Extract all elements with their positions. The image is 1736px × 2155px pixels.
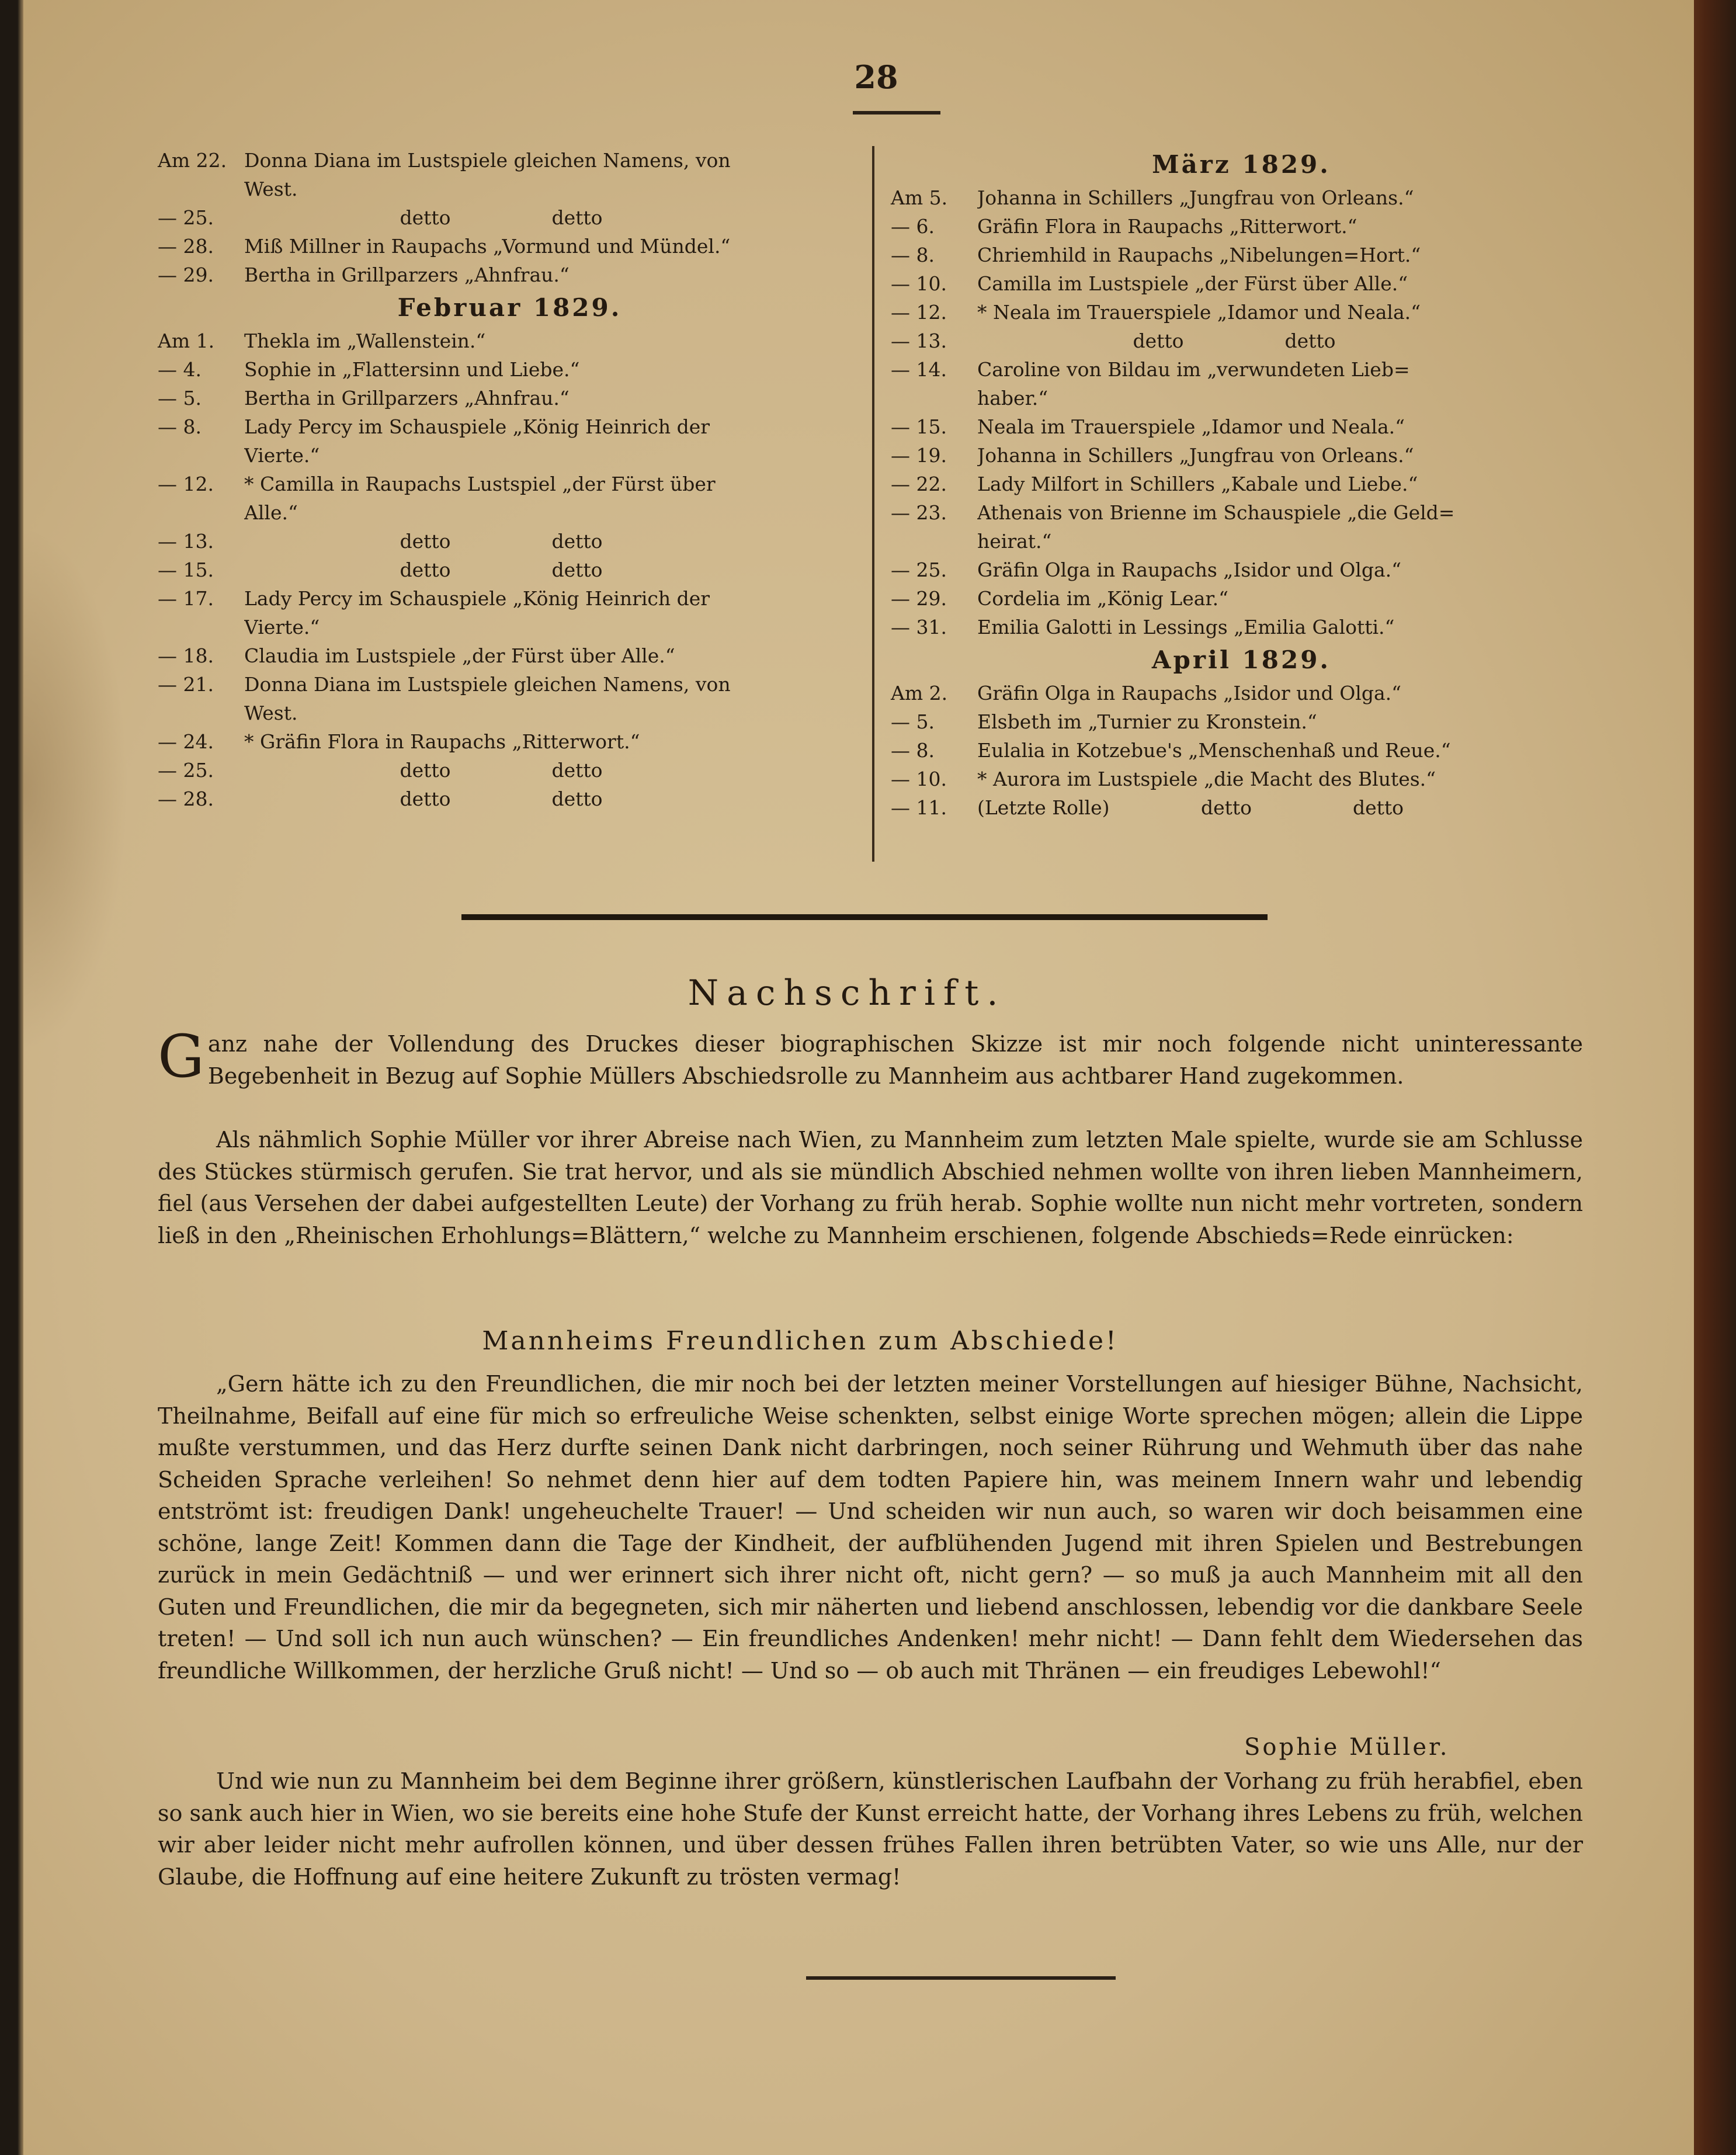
farewell-quote [158, 1368, 1583, 1686]
entry-role [977, 441, 1592, 470]
performance-entry [891, 327, 1592, 355]
maerz-list [891, 183, 1592, 641]
detto-mark: detto [400, 787, 451, 810]
drop-cap: G [158, 1022, 204, 1091]
entry-date: — 8. [891, 739, 935, 762]
entry-role-text: Neala im Trauerspiele „Idamor und Neala.“ [977, 415, 1405, 438]
performance-entry [891, 736, 1592, 765]
detto-mark: detto [400, 206, 451, 229]
entry-role [244, 441, 862, 470]
performance-entry [158, 641, 862, 670]
performance-entry [158, 584, 862, 613]
farewell-text: „Gern hätte ich zu den Freundlichen, die mir noch bei der letzten meiner Vorstellungen auf hiesiger Bühne, Nachsicht, Theilnahme, Beifall auf eine für mich so erfreuliche Weise schenkten, selbst einige Worte sprechen mögen; allein die Lippe mußte verstummen, und das Herz durfte seinen Dank nicht darbringen, noch seiner Rührung und Wehmuth über das nahe Scheiden Sprache verleihen! So nehmet denn hier auf dem todten Papiere hin, was meinem Innern wahr und lebendig entströmt ist: freudigen Dank! ungeheuchelte Trauer! — Und scheiden wir nun auch, so waren wir doch beisammen eine schöne, lange Zeit! Kommen dann die Tage der Kindheit, der aufblühenden Jugend mit ihren Spielen und Bestrebungen zurück in mein Gedächtniß — und wer erinnert sich ihrer nicht oft, nicht gern? — so muß ja auch Mannheim mit all den Guten und Freundlichen, die mir da begegneten, sich mir näherten und liebend anschlossen, lebendig vor die dankbare Seele treten! — Und soll ich nun auch wünschen? — Ein freundliches Andenken! mehr nicht! — Dann fehlt dem Wiedersehen das freundliche Willkommen, der herzliche Gruß nicht! — Und so — ob auch mit Thränen — ein freudiges Lebewohl!“ [158, 1371, 1583, 1684]
performance-entry [158, 785, 862, 813]
entry-date: — 24. [158, 730, 214, 753]
april-list [891, 679, 1592, 822]
entry-role [244, 756, 862, 785]
closing-rule [806, 1976, 1116, 1980]
entry-role-text: Donna Diana im Lustspiele gleichen Namens, von [244, 673, 731, 696]
entry-date: — 5. [158, 387, 202, 410]
entry-role-text: * Aurora im Lustspiele „die Macht des Blutes.“ [977, 768, 1436, 790]
performance-entry [158, 355, 862, 384]
entry-date: — 6. [891, 215, 935, 238]
entry-date: — 12. [891, 301, 947, 324]
entry-date: — 13. [891, 329, 947, 352]
entry-role [244, 412, 862, 441]
entry-role [977, 707, 1592, 736]
entry-date: Am 1. [158, 329, 215, 352]
entry-role-text: Donna Diana im Lustspiele gleichen Namens, von [244, 149, 731, 172]
performance-entry [891, 793, 1592, 822]
entry-role [977, 613, 1592, 641]
entry-role [244, 498, 862, 527]
entry-role-text: Vierte.“ [244, 616, 320, 638]
farewell-title: Mannheims Freundlichen zum Abschiede! [482, 1326, 1119, 1356]
detto-mark: detto [551, 759, 603, 782]
intro-text: anz nahe der Vollendung des Druckes dieser biographischen Skizze ist mir noch folgende nicht uninteressante Begebenheit in Bezug auf Sophie Müllers Abschiedsrolle zu Mannheim aus achtbarer Hand zugekommen. [207, 1031, 1583, 1089]
january-list [158, 146, 862, 289]
entry-date: — 19. [891, 444, 947, 467]
performance-entry [891, 707, 1592, 736]
entry-role-text: Miß Millner in Raupachs „Vormund und Mündel.“ [244, 235, 731, 258]
performance-entry [158, 412, 862, 441]
performance-entry [891, 241, 1592, 269]
entry-role [244, 146, 862, 175]
entry-role [244, 384, 862, 412]
entry-role-text: Vierte.“ [244, 444, 320, 467]
entry-date: Am 5. [891, 186, 948, 209]
entry-role-text: * Gräfin Flora in Raupachs „Ritterwort.“ [244, 730, 640, 753]
performance-entry [158, 498, 862, 527]
entry-date: — 25. [158, 206, 214, 229]
entry-date: — 31. [891, 616, 947, 638]
performance-entry [158, 613, 862, 641]
entry-role [977, 384, 1592, 412]
entry-role [977, 679, 1592, 707]
performance-entry [158, 727, 862, 756]
detto-mark: detto [400, 759, 451, 782]
performance-entry [891, 212, 1592, 241]
entry-role [244, 527, 862, 556]
performance-entry [891, 470, 1592, 498]
performance-entry [891, 765, 1592, 793]
entry-role [244, 785, 862, 813]
entry-role [244, 203, 862, 232]
month-heading-april: April 1829. [1151, 646, 1331, 674]
closing-text: Und wie nun zu Mannheim bei dem Beginne ihrer größern, künstlerischen Laufbahn der Vorhang zu früh herabfiel, eben so sank auch hier in Wien, wo sie bereits eine hohe Stufe der Kunst erreicht hatte, der Vorhang ihres Lebens zu früh, welchen wir aber leider nicht mehr aufrollen können, und über dessen frühes Fallen ihren betrübten Vater, so wie uns Alle, nur der Glaube, die Hoffnung auf eine heitere Zukunft zu trösten vermag! [158, 1768, 1583, 1890]
detto-mark: detto [551, 558, 603, 581]
entry-role [244, 470, 862, 498]
entry-role-text: heirat.“ [977, 530, 1052, 553]
entry-role [244, 727, 862, 756]
entry-role-text: Athenais von Brienne im Schauspiele „die Geld= [977, 501, 1455, 524]
right-column [891, 146, 1592, 822]
entry-role [244, 556, 862, 584]
entry-role [977, 765, 1592, 793]
left-column [158, 146, 862, 813]
performance-entry [158, 146, 862, 175]
entry-role-text: Johanna in Schillers „Jungfrau von Orleans.“ [977, 444, 1414, 467]
entry-date: — 29. [891, 587, 947, 610]
entry-role [977, 212, 1592, 241]
entry-role-text: Cordelia im „König Lear.“ [977, 587, 1228, 610]
entry-role [977, 498, 1592, 527]
intro-paragraph [158, 1022, 1583, 1092]
entry-role [977, 527, 1592, 556]
performance-entry [891, 679, 1592, 707]
performance-entry [891, 183, 1592, 212]
entry-date: — 18. [158, 644, 214, 667]
entry-role [244, 584, 862, 613]
entry-role-text: Alle.“ [244, 501, 298, 524]
performance-entry [158, 756, 862, 785]
entry-date: — 12. [158, 473, 214, 495]
entry-role-text: * Neala im Trauerspiele „Idamor und Neala.“ [977, 301, 1421, 324]
entry-role [977, 470, 1592, 498]
detto-mark: detto [1200, 796, 1252, 819]
page-number-rule [853, 111, 940, 114]
detto-mark: detto [551, 206, 603, 229]
section-heading: Nachschrift. [688, 973, 1006, 1014]
paper-stain [23, 526, 129, 1052]
entry-date: — 25. [891, 558, 947, 581]
entry-role [244, 327, 862, 355]
entry-role-text: Sophie in „Flattersinn und Liebe.“ [244, 358, 580, 381]
entry-role-text: haber.“ [977, 387, 1048, 410]
entry-role [977, 298, 1592, 327]
month-heading-maerz: März 1829. [1152, 150, 1331, 179]
entry-role [977, 183, 1592, 212]
month-heading-februar: Februar 1829. [397, 293, 622, 322]
entry-role [977, 736, 1592, 765]
entry-date: — 28. [158, 787, 214, 810]
entry-role [977, 412, 1592, 441]
entry-date: — 10. [891, 272, 947, 295]
entry-date: — 5. [891, 710, 935, 733]
performance-entry [891, 527, 1592, 556]
entry-role [244, 641, 862, 670]
entry-date [891, 527, 977, 556]
entry-role-text: Caroline von Bildau im „verwundeten Lieb= [977, 358, 1410, 381]
entry-date [158, 175, 244, 203]
performance-entry [891, 441, 1592, 470]
entry-role [977, 556, 1592, 584]
entry-role-text: (Letzte Rolle) [977, 796, 1110, 819]
entry-date: — 23. [891, 501, 947, 524]
entry-date: — 28. [158, 235, 214, 258]
performance-entry [891, 556, 1592, 584]
entry-date: — 4. [158, 358, 202, 381]
detto-mark: detto [551, 530, 603, 553]
entry-role-text: Eulalia in Kotzebue's „Menschenhaß und Reue.“ [977, 739, 1451, 762]
entry-date [891, 384, 977, 412]
entry-role [244, 613, 862, 641]
narrative-text: Als nähmlich Sophie Müller vor ihrer Abreise nach Wien, zu Mannheim zum letzten Male spielte, wurde sie am Schlusse des Stückes stürmisch gerufen. Sie trat hervor, und als sie mündlich Abschied nehmen wollte von ihren lieben Mannheimern, fiel (aus Versehen der dabei aufgestellten Leute) der Vorhang zu früh herab. Sophie wollte nun nicht mehr vortreten, sondern ließ in den „Rheinischen Erhohlungs=Blättern,“ welche zu Mannheim erschienen, folgende Abschieds=Rede einrücken: [158, 1127, 1583, 1248]
entry-role [244, 232, 862, 261]
entry-date: — 29. [158, 263, 214, 286]
entry-role [244, 261, 862, 289]
performance-entry [891, 613, 1592, 641]
entry-role-text: Gräfin Olga in Raupachs „Isidor und Olga.“ [977, 682, 1402, 705]
entry-date [158, 699, 244, 727]
entry-date [158, 613, 244, 641]
entry-role-text: Chriemhild in Raupachs „Nibelungen=Hort.“ [977, 244, 1421, 266]
entry-role-text: Emilia Galotti in Lessings „Emilia Galotti.“ [977, 616, 1395, 638]
entry-role-text: Claudia im Lustspiele „der Fürst über Alle.“ [244, 644, 675, 667]
entry-role-text: Johanna in Schillers „Jungfrau von Orleans.“ [977, 186, 1414, 209]
entry-role-text: Bertha in Grillparzers „Ahnfrau.“ [244, 387, 570, 410]
entry-role [244, 670, 862, 699]
entry-role [244, 175, 862, 203]
performance-entry [158, 699, 862, 727]
detto-mark: detto [551, 787, 603, 810]
performance-entry [158, 384, 862, 412]
entry-date: — 10. [891, 768, 947, 790]
performance-entry [891, 412, 1592, 441]
performance-entry [158, 556, 862, 584]
entry-role [977, 241, 1592, 269]
page-number: 28 [854, 58, 898, 96]
februar-list [158, 327, 862, 813]
narrative-paragraph [158, 1124, 1583, 1251]
entry-role [977, 793, 1592, 822]
entry-date: — 14. [891, 358, 947, 381]
entry-role-text: Camilla im Lustspiele „der Fürst über Alle.“ [977, 272, 1408, 295]
entry-date: — 21. [158, 673, 214, 696]
section-divider [461, 914, 1268, 920]
entry-role [244, 699, 862, 727]
closing-paragraph [158, 1765, 1583, 1893]
entry-date [158, 441, 244, 470]
entry-date: Am 2. [891, 682, 948, 705]
performance-entry [158, 232, 862, 261]
performance-entry [158, 441, 862, 470]
entry-date: — 15. [891, 415, 947, 438]
entry-role [977, 327, 1592, 355]
entry-role-text: Gräfin Olga in Raupachs „Isidor und Olga.“ [977, 558, 1402, 581]
entry-role-text: Thekla im „Wallenstein.“ [244, 329, 486, 352]
detto-mark: detto [1133, 329, 1184, 352]
entry-role-text: Bertha in Grillparzers „Ahnfrau.“ [244, 263, 570, 286]
performance-entry [158, 670, 862, 699]
entry-date [158, 498, 244, 527]
entry-date: — 11. [891, 796, 947, 819]
detto-mark: detto [1352, 796, 1404, 819]
column-divider [872, 146, 874, 862]
entry-role-text: Elsbeth im „Turnier zu Kronstein.“ [977, 710, 1317, 733]
performance-entry [891, 269, 1592, 298]
detto-mark: detto [1284, 329, 1336, 352]
performance-entry [891, 584, 1592, 613]
performance-entry [158, 327, 862, 355]
detto-mark: detto [400, 530, 451, 553]
performance-entry [891, 355, 1592, 384]
performance-entry [158, 203, 862, 232]
entry-date: — 15. [158, 558, 214, 581]
signature: Sophie Müller. [1244, 1734, 1450, 1761]
entry-role-text: Lady Percy im Schauspiele „König Heinrich der [244, 415, 710, 438]
entry-role-text: Gräfin Flora in Raupachs „Ritterwort.“ [977, 215, 1357, 238]
entry-date: — 8. [891, 244, 935, 266]
entry-role-text: Lady Percy im Schauspiele „König Heinrich der [244, 587, 710, 610]
entry-role [977, 355, 1592, 384]
entry-date: — 13. [158, 530, 214, 553]
detto-mark: detto [400, 558, 451, 581]
entry-date: — 25. [158, 759, 214, 782]
performance-entry [158, 261, 862, 289]
entry-role-text: Lady Milfort in Schillers „Kabale und Liebe.“ [977, 473, 1418, 495]
entry-date: — 17. [158, 587, 214, 610]
performance-entry [158, 175, 862, 203]
entry-role-text: West. [244, 178, 298, 200]
performance-entry [891, 384, 1592, 412]
performance-entry [891, 298, 1592, 327]
entry-date: — 22. [891, 473, 947, 495]
performance-entry [158, 527, 862, 556]
entry-role-text: West. [244, 702, 298, 724]
performance-entry [158, 470, 862, 498]
entry-role [977, 269, 1592, 298]
performance-entry [891, 498, 1592, 527]
entry-role [244, 355, 862, 384]
entry-role-text: * Camilla in Raupachs Lustspiel „der Fürst über [244, 473, 716, 495]
entry-date: — 8. [158, 415, 202, 438]
entry-date: Am 22. [158, 149, 227, 172]
entry-role [977, 584, 1592, 613]
